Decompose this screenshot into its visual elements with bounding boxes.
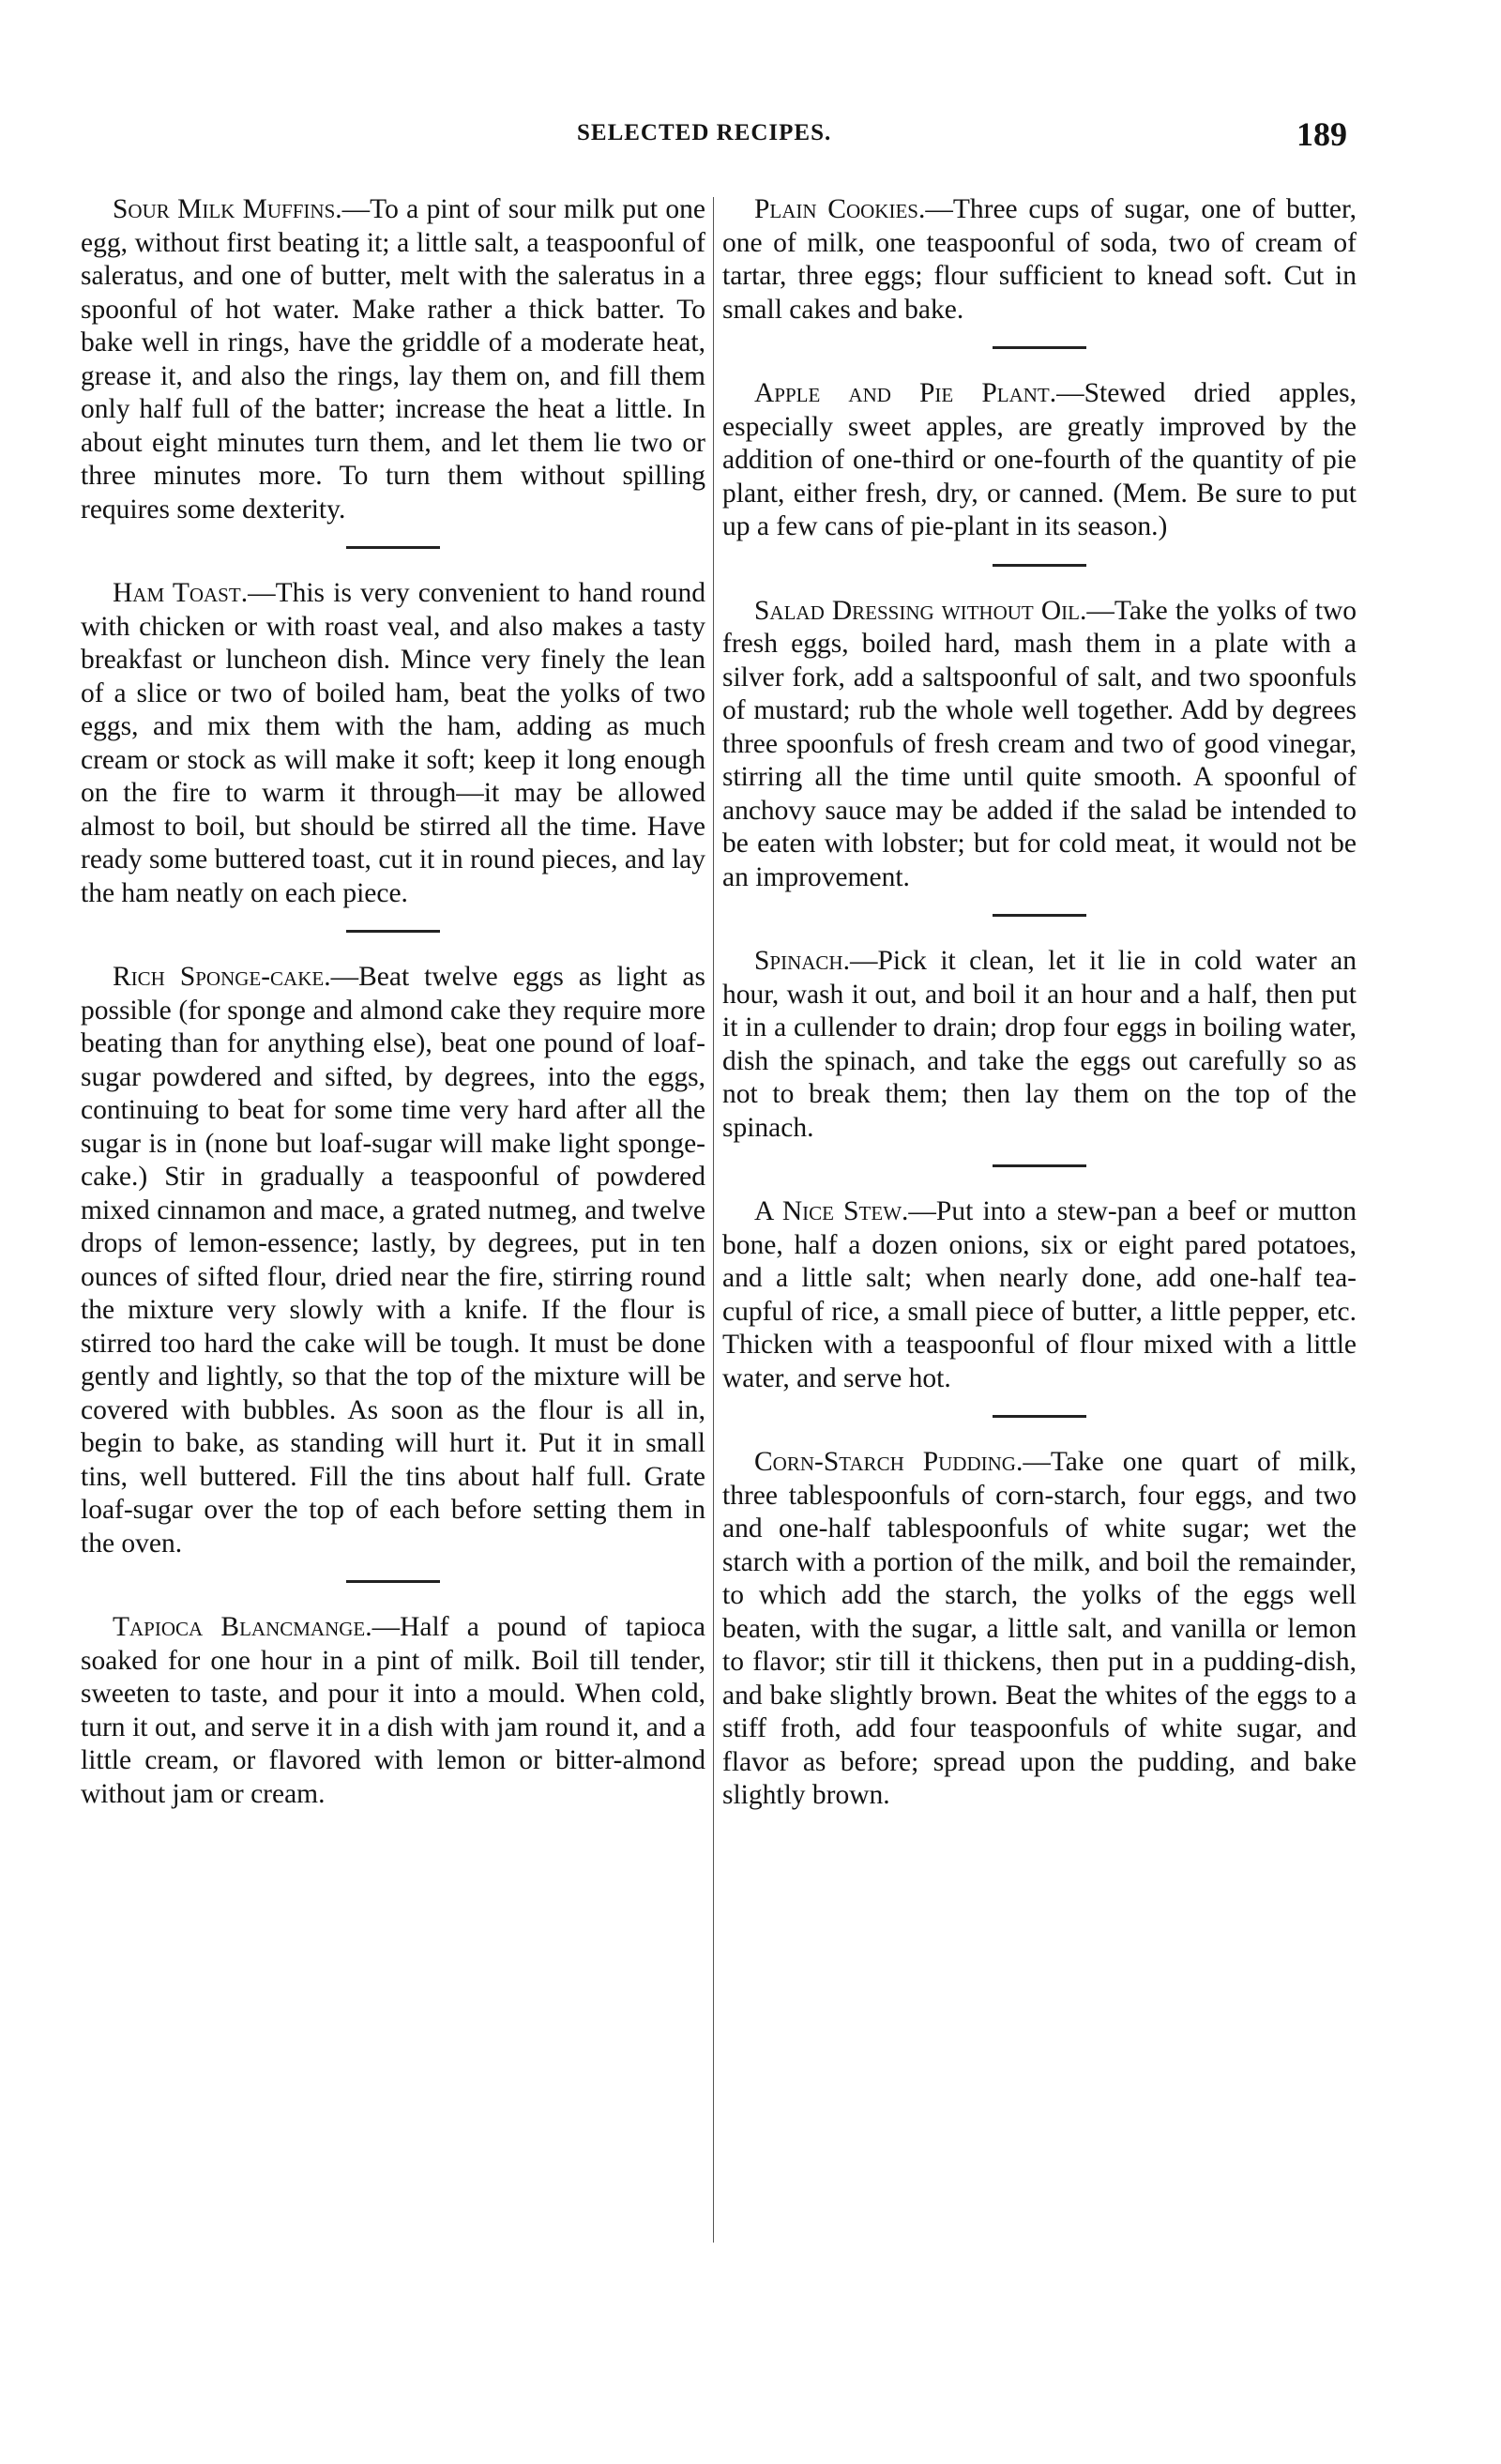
running-head: SELECTED RECIPES. xyxy=(577,120,832,145)
recipe-body: —Put into a stew-pan a beef or mutton bone, half a dozen onions, six or eight pared potatoes, and a little salt; when nearly done, add one-half tea-cupful of rice, a small piece of butter, a little pepper, etc. Thicken with a teaspoonful of flour mixed with a little water, and serve hot. xyxy=(722,1196,1357,1393)
section-separator xyxy=(993,564,1086,567)
section-separator xyxy=(993,1415,1086,1418)
section-separator xyxy=(993,1164,1086,1167)
recipe-plain-cookies xyxy=(722,193,1357,327)
section-separator xyxy=(346,1580,440,1583)
recipe-title: Apple and Pie Plant. xyxy=(754,378,1057,408)
recipe-title: A Nice Stew. xyxy=(754,1196,909,1226)
recipe-title: Plain Cookies. xyxy=(754,194,926,224)
recipe-body: —Beat twelve eggs as light as possible (for sponge and almond cake they require more beating than for anything else), beat one pound of loaf-sugar powdered and sifted, by degrees, into the eggs, continuing to beat for some time very hard after all the sugar is in (none but loaf-sugar will make light sponge-cake.) Stir in gradually a teaspoonful of powdered mixed cinnamon and mace, a grated nutmeg, and twelve drops of lemon-essence; lastly, by degrees, put in ten ounces of sifted flour, dried near the fire, stirring round the mixture very slowly with a knife. If the flour is stirred too hard the cake will be tough. It must be done gently and lightly, so that the top of the mixture will be covered with bubbles. As soon as the flour is all in, begin to bake, as standing will hurt it. Put it in small tins, well buttered. Fill the tins about half full. Grate loaf-sugar over the top of each before setting them in the oven. xyxy=(81,962,705,1559)
recipe-body: —To a pint of sour milk put one egg, without first beating it; a little salt, a teaspoonful of saleratus, and one of butter, melt with the saleratus in a spoonful of hot water. Make rather a thick batter. To bake well in rings, have the griddle of a moderate heat, grease it, and also the rings, lay them on, and fill them only half full of the batter; increase the heat a little. In about eight minutes turn them, and let them lie two or three minutes more. To turn them without spilling requires some dexterity. xyxy=(81,194,705,525)
recipe-corn-starch-pudding xyxy=(722,1446,1357,1813)
recipe-title: Tapioca Blancmange. xyxy=(113,1612,372,1642)
recipe-sour-milk-muffins xyxy=(81,193,705,526)
section-separator xyxy=(346,930,440,933)
recipe-spinach xyxy=(722,945,1357,1145)
left-column xyxy=(81,193,705,1811)
recipe-apple-and-pie-plant xyxy=(722,377,1357,544)
recipe-body: —Take one quart of milk, three tablespoonfuls of corn-starch, four eggs, and two and one-half tablespoonfuls of white sugar; wet the starch with a portion of the milk, and boil the remainder, to which add the starch, the yolks of the eggs well beaten, with the sugar, a little salt, and vanilla or lemon to flavor; stir till it thickens, then put in a pudding-dish, and bake slightly brown. Beat the whites of the eggs to a stiff froth, add four teaspoonfuls of white sugar, and flavor as before; spread upon the pudding, and bake slightly brown. xyxy=(722,1447,1357,1810)
recipe-title: Rich Sponge-cake. xyxy=(113,962,331,992)
recipe-body: —Stewed dried apples, especially sweet apples, are greatly improved by the addition of one-third or one-fourth of the quantity of pie plant, either fresh, dry, or canned. (Mem. Be sure to put up a few cans of pie-plant in its season.) xyxy=(722,378,1357,541)
recipe-title: Ham Toast. xyxy=(113,578,249,608)
recipe-body: —Take the yolks of two fresh eggs, boiled hard, mash them in a plate with a silver fork, add a saltspoonful of salt, and two spoonfuls of mustard; rub the whole well together. Add by degrees three spoonfuls of fresh cream and two of good vinegar, stirring all the time until quite smooth. A spoonful of anchovy sauce may be added if the salad be intended to be eaten with lobster; but for cold meat, it would not be an improvement. xyxy=(722,595,1357,892)
recipe-body: —Pick it clean, let it lie in cold water an hour, wash it out, and boil it an hour and a half, then put it in a cullender to drain; drop four eggs in boiling water, dish the spinach, and take the eggs out carefully so as not to break them; then lay them on the top of the spinach. xyxy=(722,946,1357,1143)
recipe-salad-dressing xyxy=(722,595,1357,895)
section-separator xyxy=(993,346,1086,349)
column-rule xyxy=(713,197,714,2243)
recipe-body: —This is very convenient to hand round with chicken or with roast veal, and also makes a tasty breakfast or luncheon dish. Mince very finely the lean of a slice or two of boiled ham, beat the yolks of two eggs, and mix them with the ham, adding as much cream or stock as will make it soft; keep it long enough on the fire to warm it through—it may be allowed almost to boil, but should be stirred all the time. Have ready some buttered toast, cut it in round pieces, and lay the ham neatly on each piece. xyxy=(81,578,706,908)
recipe-ham-toast xyxy=(81,577,705,910)
recipe-title: Spinach. xyxy=(754,946,850,976)
recipe-a-nice-stew xyxy=(722,1195,1357,1395)
right-column xyxy=(722,193,1357,1813)
recipe-rich-sponge-cake xyxy=(81,961,705,1560)
section-separator xyxy=(993,914,1086,917)
recipe-title: Corn-Starch Pudding. xyxy=(754,1447,1023,1477)
recipe-title: Sour Milk Muffins. xyxy=(113,194,342,224)
section-separator xyxy=(346,546,440,549)
recipe-title: Salad Dressing without Oil. xyxy=(754,595,1087,626)
page-number: 189 xyxy=(1296,115,1347,153)
recipe-body: —Half a pound of tapioca soaked for one hour in a pint of milk. Boil till tender, sweeten to taste, and pour it into a mould. When cold, turn it out, and serve it in a dish with jam round it, and a little cream, or flavored with lemon or bitter-almond without jam or cream. xyxy=(81,1612,705,1809)
recipe-tapioca-blancmange xyxy=(81,1611,705,1811)
recipe-body: —Three cups of sugar, one of butter, one of milk, one teaspoonful of soda, two of cream of tartar, three eggs; flour sufficient to knead soft. Cut in small cakes and bake. xyxy=(722,194,1357,325)
